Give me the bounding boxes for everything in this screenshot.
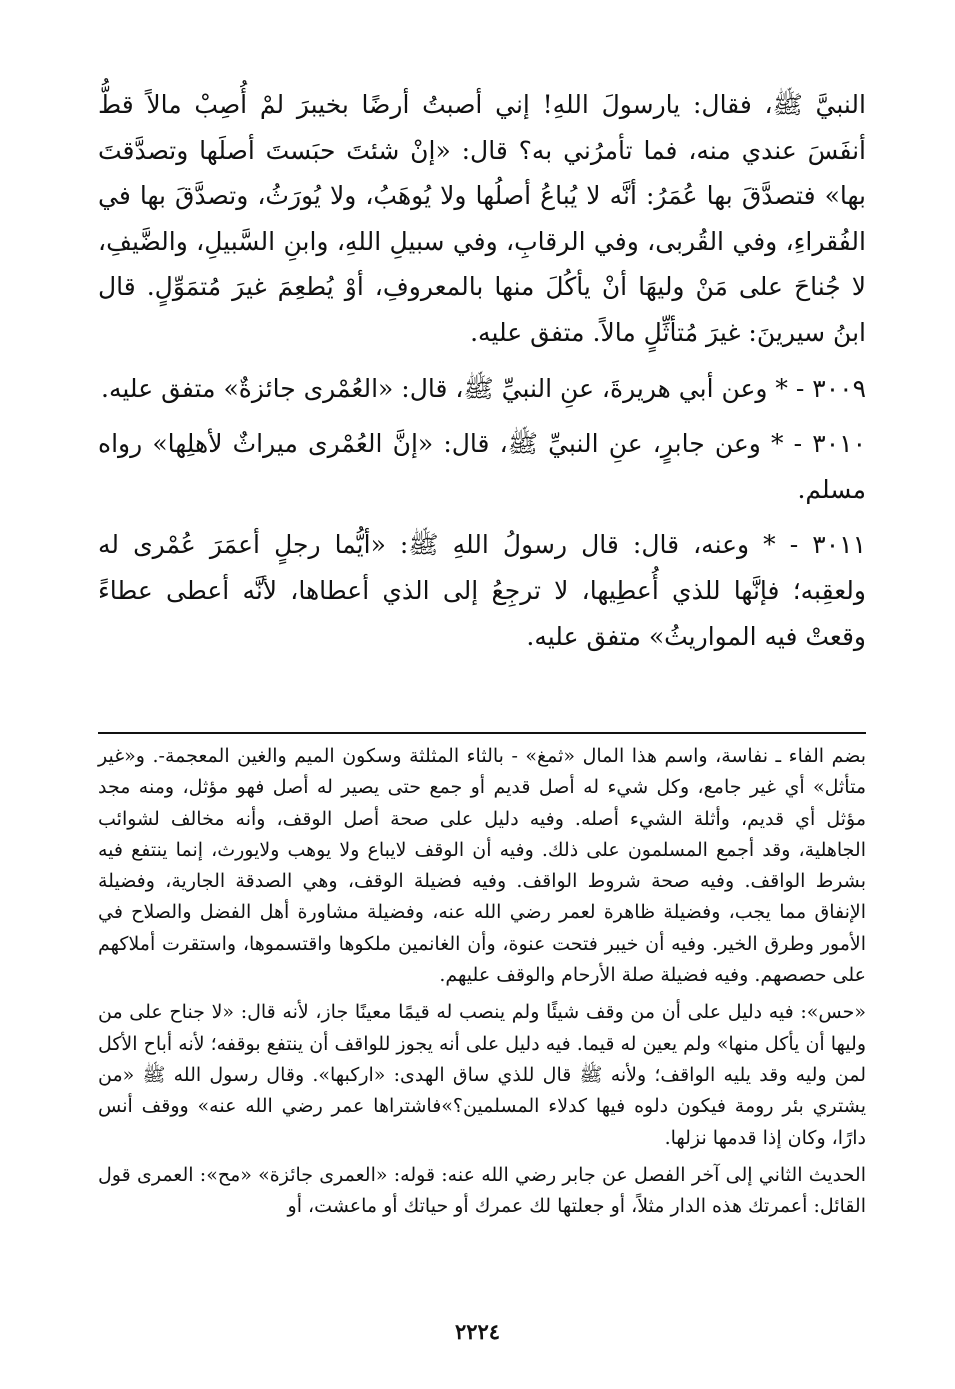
page-number: ٢٢٢٤ [454,1319,501,1344]
main-text [98,82,866,659]
footnotes [98,741,866,1222]
hadith-3011: ٣٠١١ - * وعنه، قال: قال رسولُ اللهِ ﷺ: «أيُّما رجلٍ أعمَرَ عُمْرى له ولعقِبه؛ فإنَّها للذي أُعطِيها، لا ترجِعُ إلى الذي أعطاها، لأنَّه أعطى عطاءً وقعتْ فيه المواريثُ» متفق عليه. [98,530,866,651]
footnote-paragraph: بضم الفاء ـ نفاسة، واسم هذا المال «ثمغ» - بالثاء المثلثة وسكون الميم والغين المعجمة-. و«غير متأثل» أي غير جامع، وكل شيء له أصل قديم أو جمع حتى يصير له أصل فهو مؤثل، ومنه مجد مؤثل أي قديم، وأثلة الشيء أصله. وفيه دليل على صحة أصل الوقف، وأنه مخالف لشوائب الجاهلية، وقد أجمع المسلمون على ذلك. وفيه أن الوقف لايباع ولا يوهب ولايورث، إنما ينتفع فيه بشرط الواقف. وفيه صحة شروط الواقف. وفيه فضيلة الوقف، وهي الصدقة الجارية، وفضيلة الإنفاق مما يجب، وفضيلة ظاهرة لعمر رضي الله عنه، وفضيلة مشاورة أهل الفضل والصلاح في الأمور وطرق الخير. وفيه أن خيبر فتحت عنوة، وأن الغانمين ملكوها واقتسموها، واستقرت أملاكهم على حصصهم. وفيه فضيلة صلة الأرحام والوقف عليهم. [98,745,866,987]
hadith-3009: ٣٠٠٩ - * وعن أبي هريرةَ، عنِ النبيِّ ﷺ، قال: «العُمْرى جائزةٌ» متفق عليه. [101,373,866,403]
hadith-3008-continuation: النبيَّ ﷺ، فقال: يارسولَ اللهِ! إني أصبتُ أرضًا بخيبرَ لمْ أُصِبْ مالاً قطُّ أنفَسَ عندي منه، فما تأمرُني به؟ قال: «إنْ شئتَ حبَستَ أصلَها وتصدَّقتَ بها» فتصدَّقَ بها عُمَرُ: أنَّه لا يُباعُ أصلُها ولا يُوهَبُ، ولا يُورَثُ، وتصدَّقَ بها في الفُقراءِ، وفي القُربى، وفي الرقابِ، وفي سبيلِ اللهِ، وابنِ السَّبيلِ، والضَّيفِ، لا جُناحَ على مَنْ وليهَا أنْ يأكُلَ منها بالمعروفِ، أوْ يُطعِمَ غيرَ مُتمَوِّلٍ. قال ابنُ سيرينَ: غيرَ مُتأثِّلٍ مالاً. متفق عليه. [98,90,866,347]
hadith-3010: ٣٠١٠ - * وعن جابرٍ، عنِ النبيِّ ﷺ، قال: «إنَّ العُمْرى ميراثٌ لأهلِها» رواه مسلم. [98,429,866,504]
footnote-paragraph: الحديث الثاني إلى آخر الفصل عن جابر رضي الله عنه: قوله: «العمرى جائزة» «مح»: العمرى قول القائل: أعمرتك هذه الدار مثلاً، أو جعلتها لك عمرك أو حياتك أو ماعشت، أو [98,1163,866,1218]
footnote-separator [98,732,866,734]
footnote-paragraph: «حس»: فيه دليل على أن من وقف شيئًا ولم ينصب له قيمًا معينًا جاز، لأنه قال: «لا جناح على من وليها أن يأكل منها» ولم يعين له قيما. فيه دليل على أنه يجوز للواقف أن ينتفع بوقفه؛ لأنه أباح الأكل لمن وليه وقد يليه الواقف؛ ولأنه ﷺ قال للذي ساق الهدى: «اركبها». وقال رسول الله ﷺ «من يشتري بئر رومة فيكون دلوه فيها كدلاء المسلمين؟»فاشتراها عمر رضي الله عنه» ووقف أنس دارًا، وكان إذا قدمها نزلها. [98,1001,866,1149]
